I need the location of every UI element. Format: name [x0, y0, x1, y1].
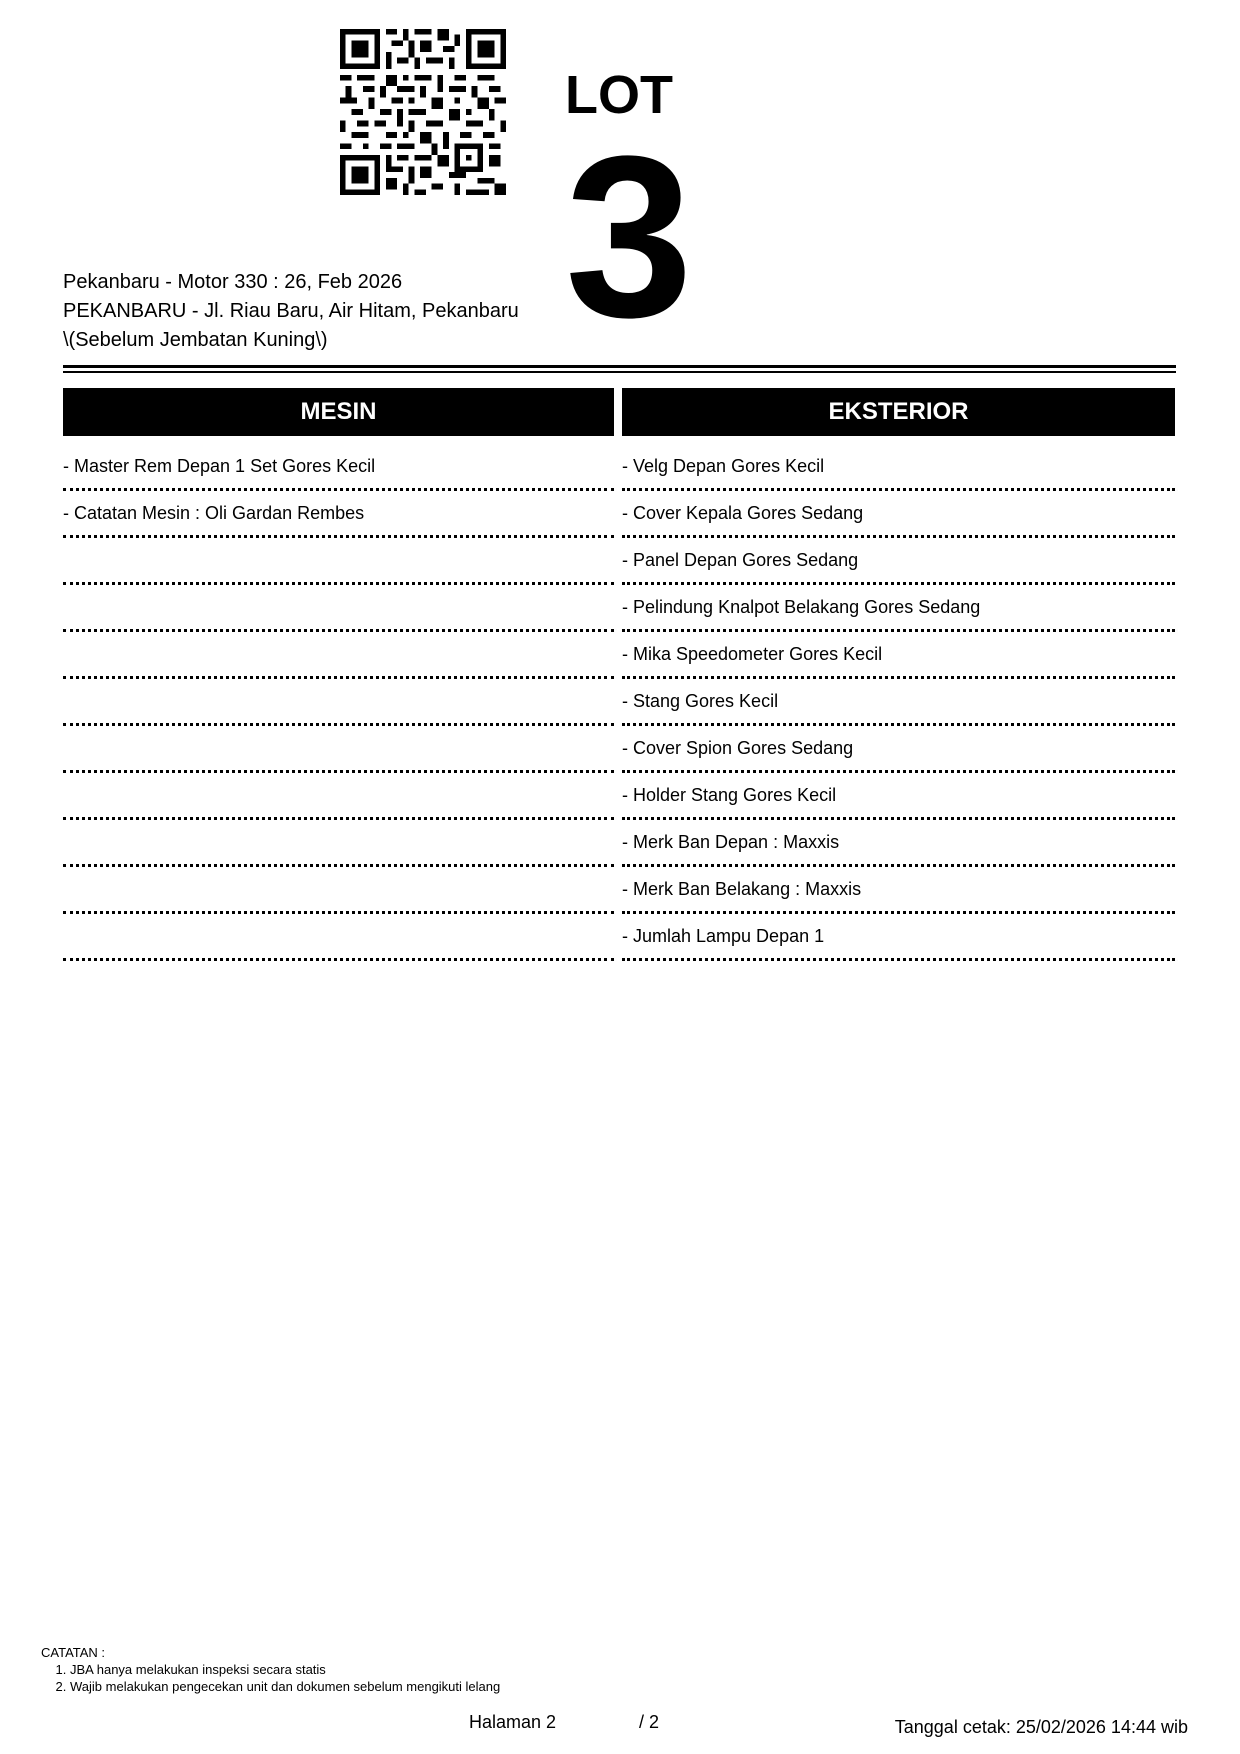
eksterior-item: - Merk Ban Depan : Maxxis — [622, 820, 1175, 867]
mesin-item — [63, 726, 614, 773]
page-label: Halaman 2 — [469, 1712, 557, 1732]
mesin-item — [63, 820, 614, 867]
mesin-item: - Catatan Mesin : Oli Gardan Rembes — [63, 491, 614, 538]
mesin-header-label: MESIN — [300, 398, 377, 425]
mesin-item: - Master Rem Depan 1 Set Gores Kecil — [63, 444, 614, 491]
mesin-section — [63, 388, 614, 961]
eksterior-item: - Stang Gores Kecil — [622, 679, 1175, 726]
note-item: 1. JBA hanya melakukan inspeksi secara statis — [70, 1661, 500, 1678]
print-date: Tanggal cetak: 25/02/2026 14:44 wib — [894, 1717, 1188, 1737]
lot-number: 3 — [565, 108, 689, 365]
mesin-item — [63, 538, 614, 585]
auction-line-1: Pekanbaru - Motor 330 : 26, Feb 2026 — [63, 271, 403, 293]
mesin-item — [63, 867, 614, 914]
mesin-item — [63, 585, 614, 632]
qr-code — [340, 29, 506, 195]
mesin-header — [63, 388, 614, 436]
eksterior-list — [622, 444, 1175, 961]
mesin-list — [63, 444, 614, 961]
notes-list — [41, 1661, 500, 1695]
auction-line-3: \(Sebelum Jembatan Kuning\) — [63, 329, 328, 351]
eksterior-section — [622, 388, 1175, 961]
eksterior-item: - Pelindung Knalpot Belakang Gores Sedang — [622, 585, 1175, 632]
eksterior-item: - Cover Spion Gores Sedang — [622, 726, 1175, 773]
auction-info — [63, 268, 519, 355]
note-item: 2. Wajib melakukan pengecekan unit dan dokumen sebelum mengikuti lelang — [70, 1678, 500, 1695]
eksterior-header-label: EKSTERIOR — [828, 398, 969, 425]
notes-title: CATATAN : — [41, 1645, 106, 1660]
mesin-item — [63, 632, 614, 679]
notes-section — [41, 1644, 500, 1695]
auction-line-2: PEKANBARU - Jl. Riau Baru, Air Hitam, Pekanbaru — [63, 300, 519, 322]
mesin-item — [63, 914, 614, 961]
eksterior-item: - Mika Speedometer Gores Kecil — [622, 632, 1175, 679]
mesin-item — [63, 679, 614, 726]
eksterior-item: - Velg Depan Gores Kecil — [622, 444, 1175, 491]
eksterior-header — [622, 388, 1175, 436]
header-divider-top — [63, 365, 1176, 368]
mesin-item — [63, 773, 614, 820]
eksterior-item: - Panel Depan Gores Sedang — [622, 538, 1175, 585]
eksterior-item: - Jumlah Lampu Depan 1 — [622, 914, 1175, 961]
eksterior-item: - Merk Ban Belakang : Maxxis — [622, 867, 1175, 914]
eksterior-item: - Holder Stang Gores Kecil — [622, 773, 1175, 820]
header-divider-bottom — [63, 371, 1176, 373]
eksterior-item: - Cover Kepala Gores Sedang — [622, 491, 1175, 538]
page-total: / 2 — [639, 1712, 660, 1732]
page-indicator — [469, 1712, 660, 1733]
lot-label: LOT — [565, 65, 673, 125]
